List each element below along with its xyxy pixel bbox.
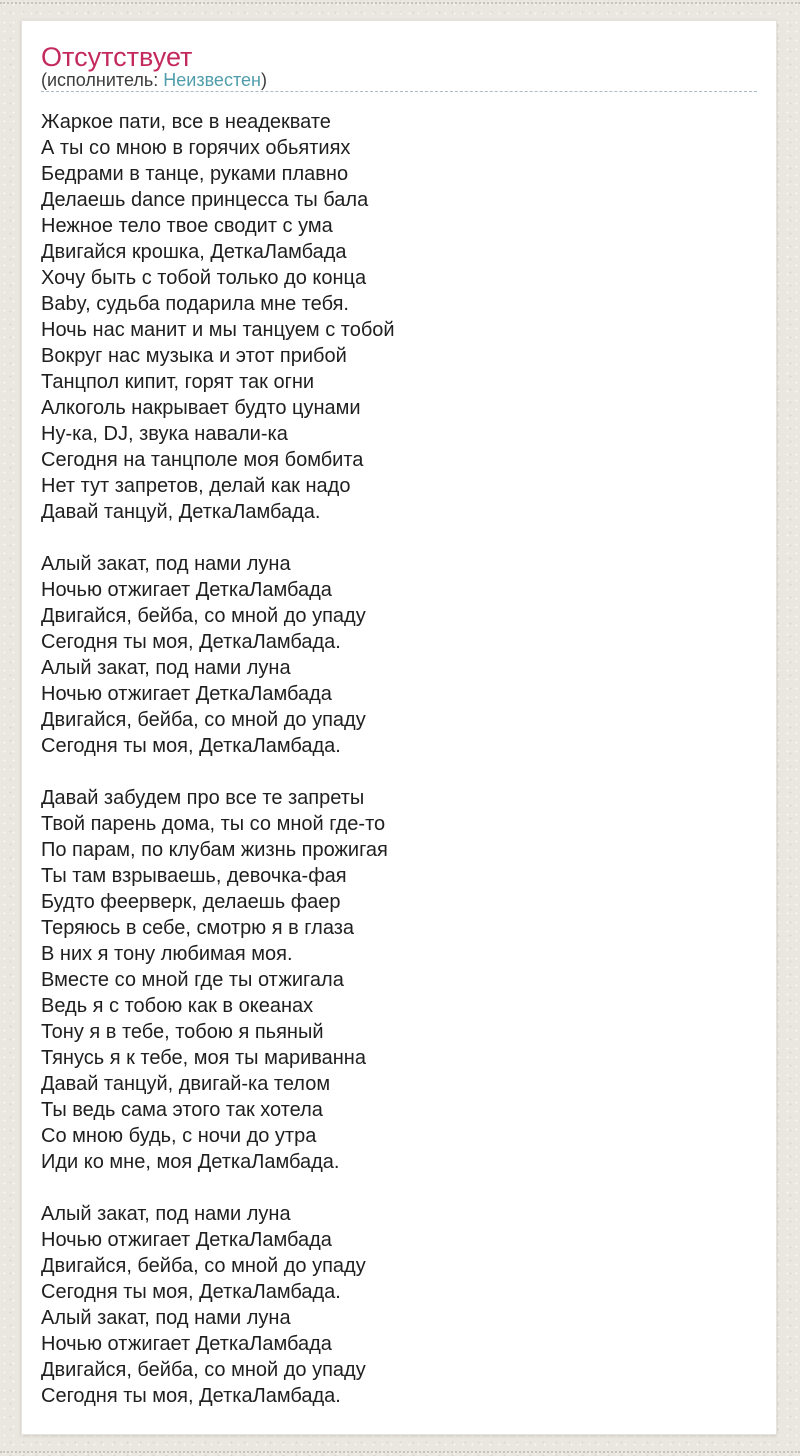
artist-label-suffix: ) [260, 70, 267, 90]
lyric-line: Давай танцуй, ДеткаЛамбада. [41, 501, 321, 523]
lyric-line: Тону я в тебе, тобою я пьяный [41, 1021, 324, 1043]
lyric-line: Алый закат, под нами луна [41, 553, 291, 575]
lyric-line: Ночью отжигает ДеткаЛамбада [41, 683, 332, 705]
lyric-line: Ведь я с тобою как в океанах [41, 995, 314, 1017]
lyric-line: Иди ко мне, моя ДеткаЛамбада. [41, 1151, 340, 1173]
lyric-line: Сегодня ты моя, ДеткаЛамбада. [41, 631, 341, 653]
lyric-line: Сегодня ты моя, ДеткаЛамбада. [41, 735, 341, 757]
artist-label-prefix: (исполнитель: [41, 70, 164, 90]
lyric-line: Сегодня ты моя, ДеткаЛамбада. [41, 1385, 341, 1407]
lyric-line: Жаркое пати, все в неадеквате [41, 111, 331, 133]
lyrics-stanza [41, 785, 757, 1175]
lyric-line: Вокруг нас музыка и этот прибой [41, 345, 347, 367]
lyric-line: Baby, судьба подарила мне тебя. [41, 293, 349, 315]
lyric-line: Сегодня ты моя, ДеткаЛамбада. [41, 1281, 341, 1303]
lyric-line: Двигайся, бейба, со мной до упаду [41, 1359, 366, 1381]
lyrics-stanza [41, 109, 757, 525]
artist-link[interactable]: Неизвестен [163, 70, 261, 90]
lyrics-text [41, 109, 757, 1409]
lyric-line: Двигайся, бейба, со мной до упаду [41, 709, 366, 731]
lyrics-stanza [41, 551, 757, 759]
artist-line [41, 71, 757, 92]
lyric-line: Алый закат, под нами луна [41, 1203, 291, 1225]
lyric-line: Алый закат, под нами луна [41, 1307, 291, 1329]
lyric-line: Ну-ка, DJ, звука навали-ка [41, 423, 288, 445]
lyric-line: Ты ведь сама этого так хотела [41, 1099, 323, 1121]
lyric-line: Двигайся крошка, ДеткаЛамбада [41, 241, 347, 263]
lyric-line: Будто феерверк, делаешь фаер [41, 891, 341, 913]
lyric-line: Хочу быть с тобой только до конца [41, 267, 367, 289]
lyric-line: Двигайся, бейба, со мной до упаду [41, 605, 366, 627]
lyric-line: По парам, по клубам жизнь прожигая [41, 839, 388, 861]
lyric-line: Сегодня на танцполе моя бомбита [41, 449, 364, 471]
lyric-line: Давай танцуй, двигай-ка телом [41, 1073, 331, 1095]
lyric-line: Со мною будь, с ночи до утра [41, 1125, 317, 1147]
lyric-line: Нежное тело твое сводит с ума [41, 215, 333, 237]
lyric-line: Ночью отжигает ДеткаЛамбада [41, 1333, 332, 1355]
lyric-line: Двигайся, бейба, со мной до упаду [41, 1255, 366, 1277]
lyric-line: Нет тут запретов, делай как надо [41, 475, 351, 497]
lyric-line: Бедрами в танце, руками плавно [41, 163, 349, 185]
lyric-line: Теряюсь в себе, смотрю я в глаза [41, 917, 355, 939]
lyric-line: Давай забудем про все те запреты [41, 787, 365, 809]
lyric-line: Танцпол кипит, горят так огни [41, 371, 315, 393]
song-title: Отсутствует [41, 42, 193, 72]
lyric-line: Алый закат, под нами луна [41, 657, 291, 679]
lyric-line: Алкоголь накрывает будто цунами [41, 397, 361, 419]
lyrics-card [21, 20, 777, 1435]
lyric-line: Твой парень дома, ты со мной где-то [41, 813, 386, 835]
lyric-line: В них я тону любимая моя. [41, 943, 293, 965]
bottom-dotted-divider [0, 1451, 800, 1453]
lyric-line: Ночью отжигает ДеткаЛамбада [41, 579, 332, 601]
lyric-line: Ты там взрываешь, девочка-фая [41, 865, 347, 887]
lyrics-stanza [41, 1201, 757, 1409]
lyric-line: Тянусь я к тебе, моя ты мариванна [41, 1047, 366, 1069]
lyric-line: А ты со мною в горячих обьятиях [41, 137, 351, 159]
top-dotted-divider [0, 2, 800, 4]
lyric-line: Ночью отжигает ДеткаЛамбада [41, 1229, 332, 1251]
lyric-line: Ночь нас манит и мы танцуем с тобой [41, 319, 395, 341]
lyric-line: Вместе со мной где ты отжигала [41, 969, 344, 991]
lyric-line: Делаешь dance принцесса ты бала [41, 189, 369, 211]
